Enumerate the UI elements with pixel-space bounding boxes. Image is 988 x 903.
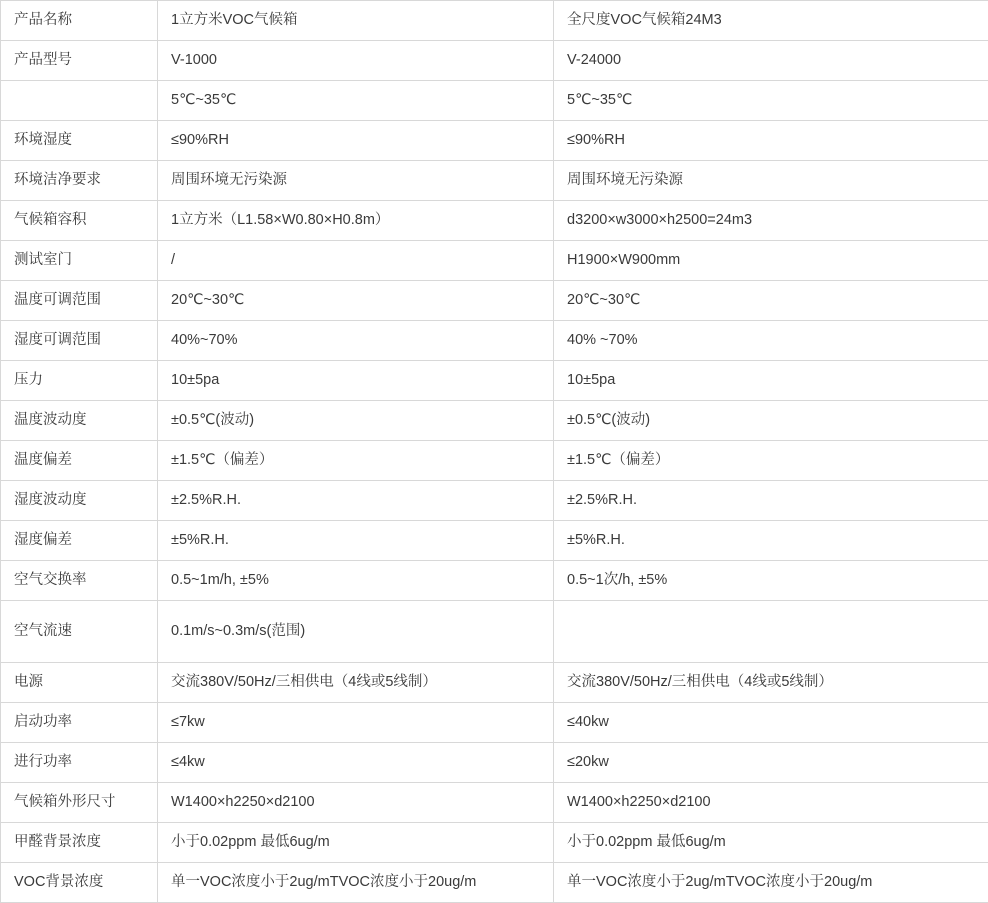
row-value-cell-col2: ±5%R.H. xyxy=(554,521,988,561)
table-row xyxy=(1,161,988,201)
row-value-cell-col1: ±1.5℃（偏差） xyxy=(158,441,554,481)
table-row xyxy=(1,783,988,823)
row-value-cell-col2: H1900×W900mm xyxy=(554,241,988,281)
table-row xyxy=(1,281,988,321)
table-row xyxy=(1,401,988,441)
row-label-cell: 气候箱容积 xyxy=(1,201,158,241)
row-value-cell-col2: 小于0.02ppm 最低6ug/m xyxy=(554,823,988,863)
row-value-cell-col1: ≤90%RH xyxy=(158,121,554,161)
row-label-cell xyxy=(1,81,158,121)
table-row xyxy=(1,41,988,81)
table-row xyxy=(1,201,988,241)
row-value-cell-col1: 1立方米（L1.58×W0.80×H0.8m） xyxy=(158,201,554,241)
row-value-cell-col2: ±0.5℃(波动) xyxy=(554,401,988,441)
row-value-cell-col1: 40%~70% xyxy=(158,321,554,361)
row-value-cell-col1: 0.5~1m/h, ±5% xyxy=(158,561,554,601)
table-row xyxy=(1,743,988,783)
row-value-cell-col2: 10±5pa xyxy=(554,361,988,401)
row-label-cell: 甲醛背景浓度 xyxy=(1,823,158,863)
row-value-cell-col2: 单一VOC浓度小于2ug/mTVOC浓度小于20ug/m xyxy=(554,863,988,903)
row-value-cell-col1: W1400×h2250×d2100 xyxy=(158,783,554,823)
table-row xyxy=(1,81,988,121)
row-value-cell-col1: ≤7kw xyxy=(158,703,554,743)
row-value-cell-col2: 全尺度VOC气候箱24M3 xyxy=(554,1,988,41)
row-value-cell-col2: 40% ~70% xyxy=(554,321,988,361)
row-label-cell: 空气流速 xyxy=(1,601,158,663)
row-value-cell-col2: V-24000 xyxy=(554,41,988,81)
table-row xyxy=(1,663,988,703)
table-row xyxy=(1,561,988,601)
row-value-cell-col1: V-1000 xyxy=(158,41,554,81)
table-row xyxy=(1,521,988,561)
row-label-cell: 压力 xyxy=(1,361,158,401)
table-body xyxy=(1,1,988,903)
row-label-cell: 湿度偏差 xyxy=(1,521,158,561)
row-label-cell: 温度偏差 xyxy=(1,441,158,481)
row-label-cell: 产品名称 xyxy=(1,1,158,41)
row-value-cell-col1: / xyxy=(158,241,554,281)
row-value-cell-col1: 小于0.02ppm 最低6ug/m xyxy=(158,823,554,863)
row-value-cell-col2 xyxy=(554,601,988,663)
row-label-cell: 气候箱外形尺寸 xyxy=(1,783,158,823)
table-row xyxy=(1,481,988,521)
row-label-cell: 电源 xyxy=(1,663,158,703)
row-value-cell-col2: 20℃~30℃ xyxy=(554,281,988,321)
row-value-cell-col1: ±5%R.H. xyxy=(158,521,554,561)
table-row xyxy=(1,703,988,743)
table-row xyxy=(1,1,988,41)
row-label-cell: 产品型号 xyxy=(1,41,158,81)
row-value-cell-col1: 交流380V/50Hz/三相供电（4线或5线制） xyxy=(158,663,554,703)
row-value-cell-col1: ±2.5%R.H. xyxy=(158,481,554,521)
row-value-cell-col1: 单一VOC浓度小于2ug/mTVOC浓度小于20ug/m xyxy=(158,863,554,903)
table-row xyxy=(1,823,988,863)
row-value-cell-col2: ±1.5℃（偏差） xyxy=(554,441,988,481)
row-value-cell-col2: d3200×w3000×h2500=24m3 xyxy=(554,201,988,241)
row-value-cell-col1: ±0.5℃(波动) xyxy=(158,401,554,441)
row-value-cell-col2: 交流380V/50Hz/三相供电（4线或5线制） xyxy=(554,663,988,703)
row-label-cell: 湿度可调范围 xyxy=(1,321,158,361)
row-label-cell: VOC背景浓度 xyxy=(1,863,158,903)
row-value-cell-col2: ±2.5%R.H. xyxy=(554,481,988,521)
row-value-cell-col2: ≤40kw xyxy=(554,703,988,743)
table-row xyxy=(1,863,988,903)
row-value-cell-col2: 5℃~35℃ xyxy=(554,81,988,121)
row-value-cell-col1: 20℃~30℃ xyxy=(158,281,554,321)
table-row xyxy=(1,601,988,663)
row-label-cell: 环境洁净要求 xyxy=(1,161,158,201)
row-value-cell-col2: ≤20kw xyxy=(554,743,988,783)
row-label-cell: 启动功率 xyxy=(1,703,158,743)
row-value-cell-col2: 周围环境无污染源 xyxy=(554,161,988,201)
row-value-cell-col1: 0.1m/s~0.3m/s(范围) xyxy=(158,601,554,663)
row-label-cell: 温度波动度 xyxy=(1,401,158,441)
table-row xyxy=(1,121,988,161)
row-label-cell: 湿度波动度 xyxy=(1,481,158,521)
row-value-cell-col1: ≤4kw xyxy=(158,743,554,783)
row-value-cell-col2: 0.5~1次/h, ±5% xyxy=(554,561,988,601)
row-value-cell-col2: W1400×h2250×d2100 xyxy=(554,783,988,823)
row-value-cell-col1: 10±5pa xyxy=(158,361,554,401)
table-row xyxy=(1,361,988,401)
row-label-cell: 温度可调范围 xyxy=(1,281,158,321)
table-row xyxy=(1,241,988,281)
row-label-cell: 环境湿度 xyxy=(1,121,158,161)
row-label-cell: 空气交换率 xyxy=(1,561,158,601)
row-value-cell-col1: 周围环境无污染源 xyxy=(158,161,554,201)
table-row xyxy=(1,441,988,481)
row-value-cell-col1: 5℃~35℃ xyxy=(158,81,554,121)
row-value-cell-col2: ≤90%RH xyxy=(554,121,988,161)
row-label-cell: 进行功率 xyxy=(1,743,158,783)
row-label-cell: 测试室门 xyxy=(1,241,158,281)
table-row xyxy=(1,321,988,361)
row-value-cell-col1: 1立方米VOC气候箱 xyxy=(158,1,554,41)
